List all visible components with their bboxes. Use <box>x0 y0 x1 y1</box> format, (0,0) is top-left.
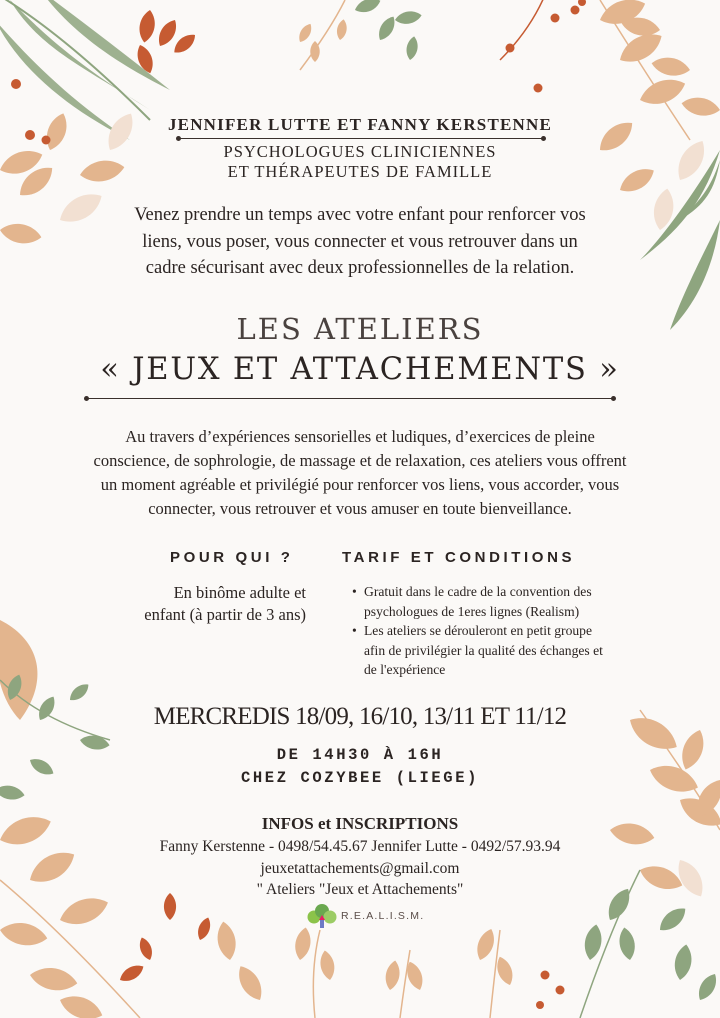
tarif-line: • Les ateliers se dérouleront en petit groupe <box>364 623 592 638</box>
pour-qui-line: En binôme adulte et <box>173 583 306 602</box>
dates-line: MERCREDIS 18/09, 16/10, 13/11 ET 11/12 <box>153 703 567 730</box>
pour-qui-heading: POUR QUI ? <box>170 549 294 566</box>
tarif-line: de l'expérience <box>364 662 446 677</box>
realism-logo <box>305 902 425 930</box>
description-line: un moment agréable et privilégié pour renforcer vos liens, vous accorder, vous <box>100 475 620 494</box>
place-line: CHEZ COZYBEE (LIEGE) <box>240 769 480 787</box>
authors-heading: JENNIFER LUTTE ET FANNY KERSTENNE <box>167 115 553 134</box>
title-divider <box>86 398 614 399</box>
leaf-cluster-bottom-center <box>293 926 565 1018</box>
description-line: Au travers d’expériences sensorielles et ludiques, d’exercices de pleine <box>125 427 595 446</box>
intro-line: liens, vous poser, vous connecter et vous retrouver dans un <box>142 231 578 252</box>
profession-line: ET THÉRAPEUTES DE FAMILLE <box>227 162 493 181</box>
tarif-item-free <box>350 582 650 621</box>
tarif-heading: TARIF ET CONDITIONS <box>342 549 576 566</box>
profession-subtitle <box>0 142 720 182</box>
description-paragraph <box>58 425 662 521</box>
time-line: DE 14H30 À 16H <box>276 746 444 764</box>
pour-qui-line: enfant (à partir de 3 ans) <box>144 605 306 624</box>
profession-line: PSYCHOLOGUES CLINICIENNES <box>223 142 497 161</box>
description-line: conscience, de sophrologie, de massage et de relaxation, ces ateliers vous offrent <box>93 451 627 470</box>
description-line: connecter, vous retrouver et vous amuser en toute bienveillance. <box>148 499 572 518</box>
pour-qui-text <box>96 582 306 626</box>
infos-block <box>0 836 720 901</box>
time-location <box>0 744 720 790</box>
tarif-list <box>350 582 650 680</box>
intro-line: Venez prendre un temps avec votre enfant pour renforcer vos <box>134 205 586 225</box>
realism-logo-icon <box>305 902 339 930</box>
infos-heading: INFOS et INSCRIPTIONS <box>261 814 459 833</box>
email-link[interactable]: jeuxetattachements@gmail.com <box>260 859 460 877</box>
tarif-line: afin de privilégier la qualité des échanges et <box>364 642 603 658</box>
tarif-line: • Gratuit dans le cadre de la convention des <box>364 584 592 599</box>
tarif-line: psychologues de 1eres lignes (Realism) <box>364 603 580 619</box>
header-divider <box>178 138 544 139</box>
intro-paragraph <box>100 202 620 282</box>
title-line-2: « JEUX ET ATTACHEMENTS » <box>100 352 620 387</box>
tarif-item-group <box>350 621 650 680</box>
title-line-1: LES ATELIERS <box>236 312 484 346</box>
intro-line: cadre sécurisant avec deux professionnelles de la relation. <box>145 258 575 278</box>
leaf-cluster-top-center <box>296 0 423 70</box>
contacts-line: Fanny Kerstenne - 0498/54.45.67 Jennifer Lutte - 0492/57.93.94 <box>159 838 561 855</box>
realism-logo-text: R.E.A.L.I.S.M. <box>341 910 425 922</box>
group-line: " Ateliers "Jeux et Attachements" <box>256 881 464 898</box>
